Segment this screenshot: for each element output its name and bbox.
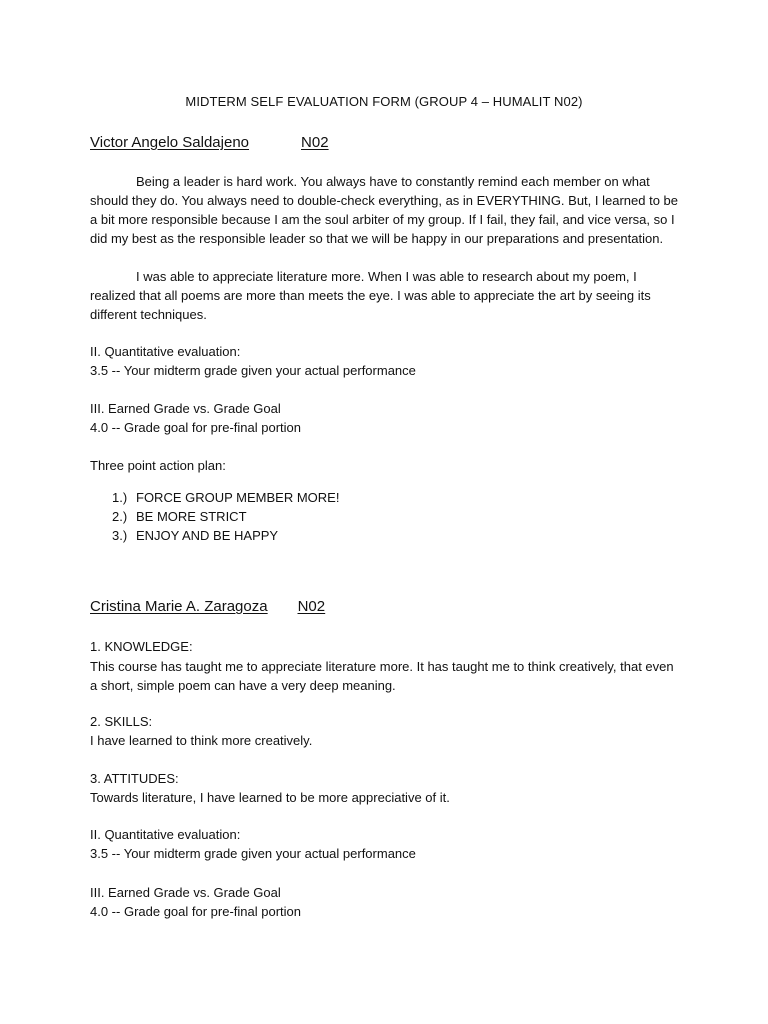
student1-paragraph-2: I was able to appreciate literature more. When I was able to research about my poem, I realized that all poems are more than meets the eye. I was able to appreciate the art by seeing its different techniques. — [90, 269, 651, 322]
student1-paragraph-1: Being a leader is hard work. You always have to constantly remind each member on what should they do. You always need to double-check everything, as in EVERYTHING. But, I learned to be a bit more responsible because I am the soul arbiter of my group. If I fail, they fail, and vice versa, so I did my best as the responsible leader so that we will be happy in our preparations and presentation. — [90, 174, 679, 246]
list-item — [112, 507, 339, 526]
student2-quant-value: 3.5 -- Your midterm grade given your actual performance — [90, 846, 416, 861]
student1-goal-heading: III. Earned Grade vs. Grade Goal — [90, 401, 281, 416]
student1-header — [90, 134, 329, 151]
student2-section: N02 — [297, 598, 326, 615]
list-item — [112, 526, 339, 545]
student1-section: N02 — [301, 134, 329, 151]
list-item-text: BE MORE STRICT — [136, 509, 247, 524]
skills-text: I have learned to think more creatively. — [90, 733, 313, 748]
attitudes-text: Towards literature, I have learned to be more appreciative of it. — [90, 790, 450, 805]
student1-quant-value: 3.5 -- Your midterm grade given your actual performance — [90, 363, 416, 378]
student1-goal-value: 4.0 -- Grade goal for pre-final portion — [90, 420, 301, 435]
student2-name: Cristina Marie A. Zaragoza — [90, 598, 268, 615]
student2-goal-heading: III. Earned Grade vs. Grade Goal — [90, 885, 281, 900]
list-item-number: 1.) — [112, 490, 128, 505]
student1-plan-heading: Three point action plan: — [90, 458, 226, 473]
student2-goal-value: 4.0 -- Grade goal for pre-final portion — [90, 904, 301, 919]
student2-quant-heading: II. Quantitative evaluation: — [90, 827, 241, 842]
student1-name: Victor Angelo Saldajeno — [90, 134, 250, 151]
list-item-text: ENJOY AND BE HAPPY — [136, 528, 279, 543]
action-plan-list — [112, 488, 339, 545]
attitudes-heading: 3. ATTITUDES: — [90, 771, 179, 786]
list-item-number: 3.) — [112, 528, 128, 543]
student1-quant-heading: II. Quantitative evaluation: — [90, 344, 241, 359]
knowledge-text: This course has taught me to appreciate literature more. It has taught me to think creatively, that even a short, simple poem can have a very deep meaning. — [90, 659, 674, 693]
skills-heading: 2. SKILLS: — [90, 714, 153, 729]
form-title: MIDTERM SELF EVALUATION FORM (GROUP 4 – HUMALIT N02) — [185, 94, 583, 109]
list-item-text: FORCE GROUP MEMBER MORE! — [136, 490, 340, 505]
knowledge-heading: 1. KNOWLEDGE: — [90, 639, 193, 654]
list-item — [112, 488, 339, 507]
student2-header — [90, 598, 325, 615]
list-item-number: 2.) — [112, 509, 128, 524]
